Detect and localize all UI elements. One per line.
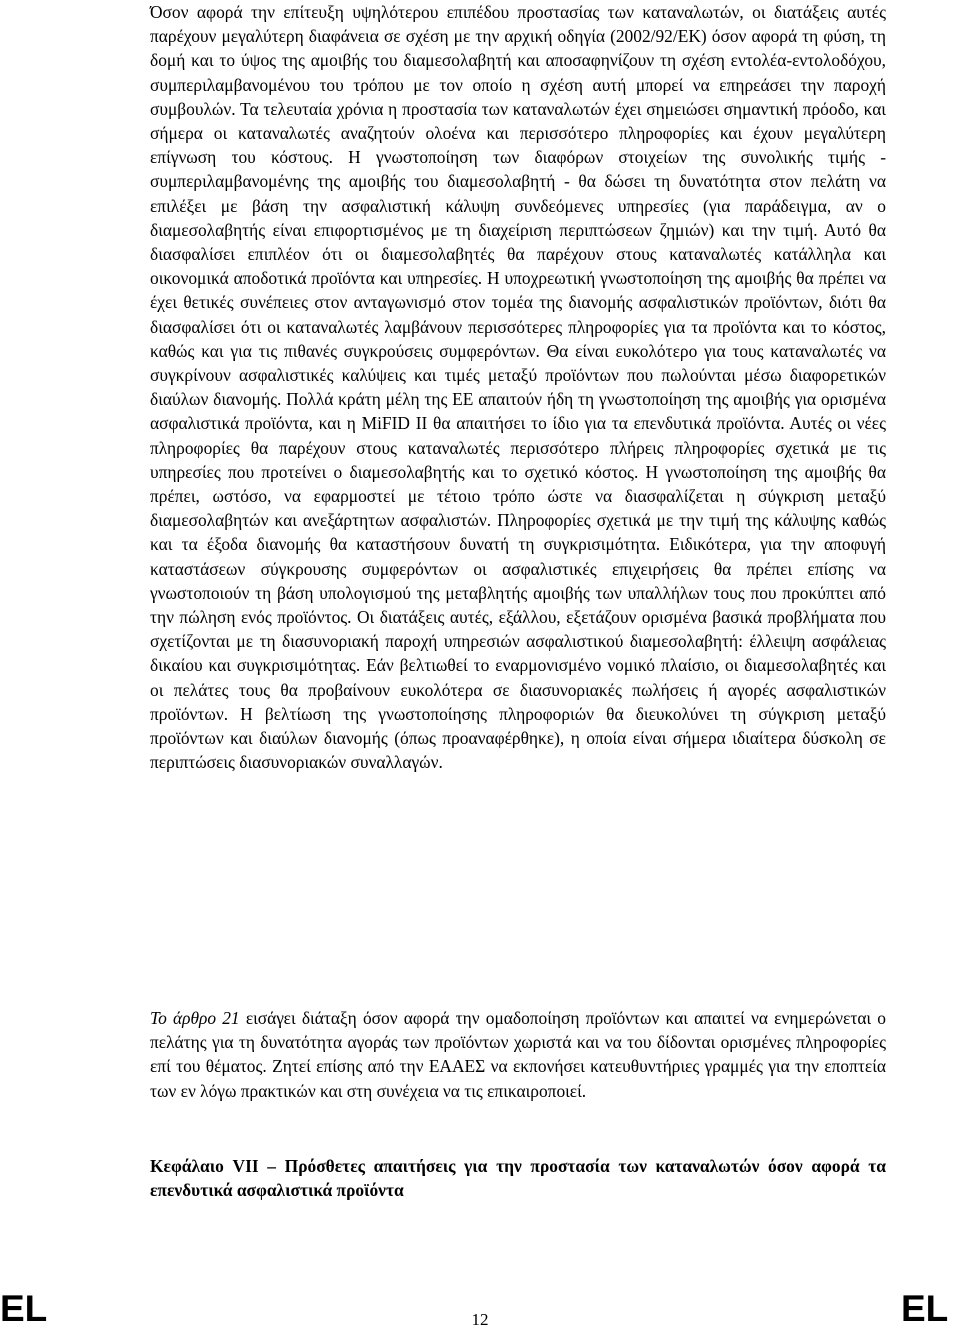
footer-language-code-left: EL bbox=[0, 1288, 48, 1329]
paragraph-article-21 bbox=[150, 1006, 886, 1103]
chapter-heading: Κεφάλαιο VII – Πρόσθετες απαιτήσεις για την προστασία των καταναλωτών όσον αφορά τα επενδυτικά ασφαλιστικά προϊόντα bbox=[150, 1156, 886, 1201]
footer-language-code-right: EL bbox=[901, 1288, 949, 1329]
paragraph-article-21-text: εισάγει διάταξη όσον αφορά την ομαδοποίηση προϊόντων και απαιτεί να ενημερώνεται ο πελάτης για τη δυνατότητα αγοράς των προϊόντων χωριστά και να του δίδονται ορισμένες πληροφορίες επί του θέματος. Ζητεί επίσης από την ΕΑΑΕΣ να εκπονήσει κατευθυντήριες γραμμές για την εποπτεία των εν λόγω πρακτικών και στη συνέχεια να τις επικαιροποιεί. bbox=[150, 1008, 886, 1101]
paragraph-consumer-protection: Όσον αφορά την επίτευξη υψηλότερου επιπέδου προστασίας των καταναλωτών, οι διατάξεις αυτές παρέχουν μεγαλύτερη διαφάνεια σε σχέση με την αρχική οδηγία (2002/92/ΕΚ) όσον αφορά τη φύση, τη δομή και το ύψος της αμοιβής του διαμεσολαβητή και αποσαφηνίζουν τη σχέση εντολέα-εντολοδόχου, συμπεριλαμβανομένου του τρόπου με τον οποίο η σχέση αυτή μπορεί να επηρεάσει την παροχή συμβουλών. Τα τελευταία χρόνια η προστασία των καταναλωτών έχει σημειώσει σημαντική πρόοδο, και σήμερα οι καταναλωτές αναζητούν ολοένα και περισσότερο πληροφορίες και έχουν μεγαλύτερη επίγνωση του κόστους. Η γνωστοποίηση των διαφόρων στοιχείων της συνολικής τιμής - συμπεριλαμβανομένης της αμοιβής του διαμεσολαβητή - θα δώσει τη δυνατότητα στον πελάτη να επιλέξει με βάση την ασφαλιστική κάλυψη συνδεόμενες υπηρεσίες (για παράδειγμα, αν ο διαμεσολαβητής είναι επιφορτισμένος με τη διαχείριση περιπτώσεων ζημιών) και την τιμή. Αυτό θα διασφαλίσει επιπλέον ότι οι διαμεσολαβητές θα παρέχουν στους καταναλωτές κατάλληλα και οικονομικά αποδοτικά προϊόντα και υπηρεσίες. Η υποχρεωτική γνωστοποίηση της αμοιβής θα πρέπει να έχει θετικές συνέπειες στον ανταγωνισμό στον τομέα της διανομής ασφαλιστικών προϊόντων, διότι θα διασφαλίσει ότι οι καταναλωτές λαμβάνουν περισσότερες πληροφορίες για τα προϊόντα και το κόστος, καθώς και για τις πιθανές συγκρούσεις συμφερόντων. Θα είναι ευκολότερο για τους καταναλωτές να συγκρίνουν ασφαλιστικές καλύψεις και τιμές μεταξύ προϊόντων που πωλούνται μέσω διαφορετικών διαύλων διανομής. Πολλά κράτη μέλη της ΕΕ απαιτούν ήδη τη γνωστοποίηση της αμοιβής για ορισμένα ασφαλιστικά προϊόντα, και η MiFID II θα απαιτήσει το ίδιο για τα επενδυτικά προϊόντα. Αυτές οι νέες πληροφορίες θα παρέχουν στους καταναλωτές περισσότερο πλήρεις πληροφορίες σχετικά με τις υπηρεσίες που προτείνει ο διαμεσολαβητής και το σχετικό κόστος. Η γνωστοποίηση της αμοιβής θα πρέπει, ωστόσο, να εφαρμοστεί με τέτοιο τρόπο ώστε να διασφαλίζεται η σύγκριση μεταξύ διαμεσολαβητών και ανεξάρτητων ασφαλιστών. Πληροφορίες σχετικά με την τιμή της κάλυψης καθώς και τα έξοδα διανομής θα καταστήσουν δυνατή τη συγκρισιμότητα. Ειδικότερα, για την αποφυγή καταστάσεων σύγκρουσης συμφερόντων οι ασφαλιστικές επιχειρήσεις θα πρέπει επίσης να γνωστοποιούν τη βάση υπολογισμού της μεταβλητής αμοιβής των υπαλλήλων τους που προκύπτει από την πώληση ενός προϊόντος. Οι διατάξεις αυτές, εξάλλου, εξετάζουν ορισμένα βασικά προβλήματα που σχετίζονται με τη διασυνοριακή παροχή υπηρεσιών ασφαλιστικού διαμεσολαβητή: έλλειψη ασφάλειας δικαίου και συγκρισιμότητας. Εάν βελτιωθεί το εναρμονισμένο νομικό πλαίσιο, οι διαμεσολαβητές και οι πελάτες τους θα προβαίνουν ευκολότερα σε διασυνοριακές πωλήσεις ή αγορές ασφαλιστικών προϊόντων. Η βελτίωση της γνωστοποίησης πληροφοριών θα διευκολύνει τη σύγκριση μεταξύ προϊόντων και διαύλων διανομής (όπως προαναφέρθηκε), η οποία είναι σήμερα ιδιαίτερα δύσκολη σε περιπτώσεις διασυνοριακών συναλλαγών. bbox=[150, 2, 886, 773]
page-number: 12 bbox=[471, 1310, 489, 1329]
article-reference: Το άρθρο 21 bbox=[150, 1008, 240, 1028]
